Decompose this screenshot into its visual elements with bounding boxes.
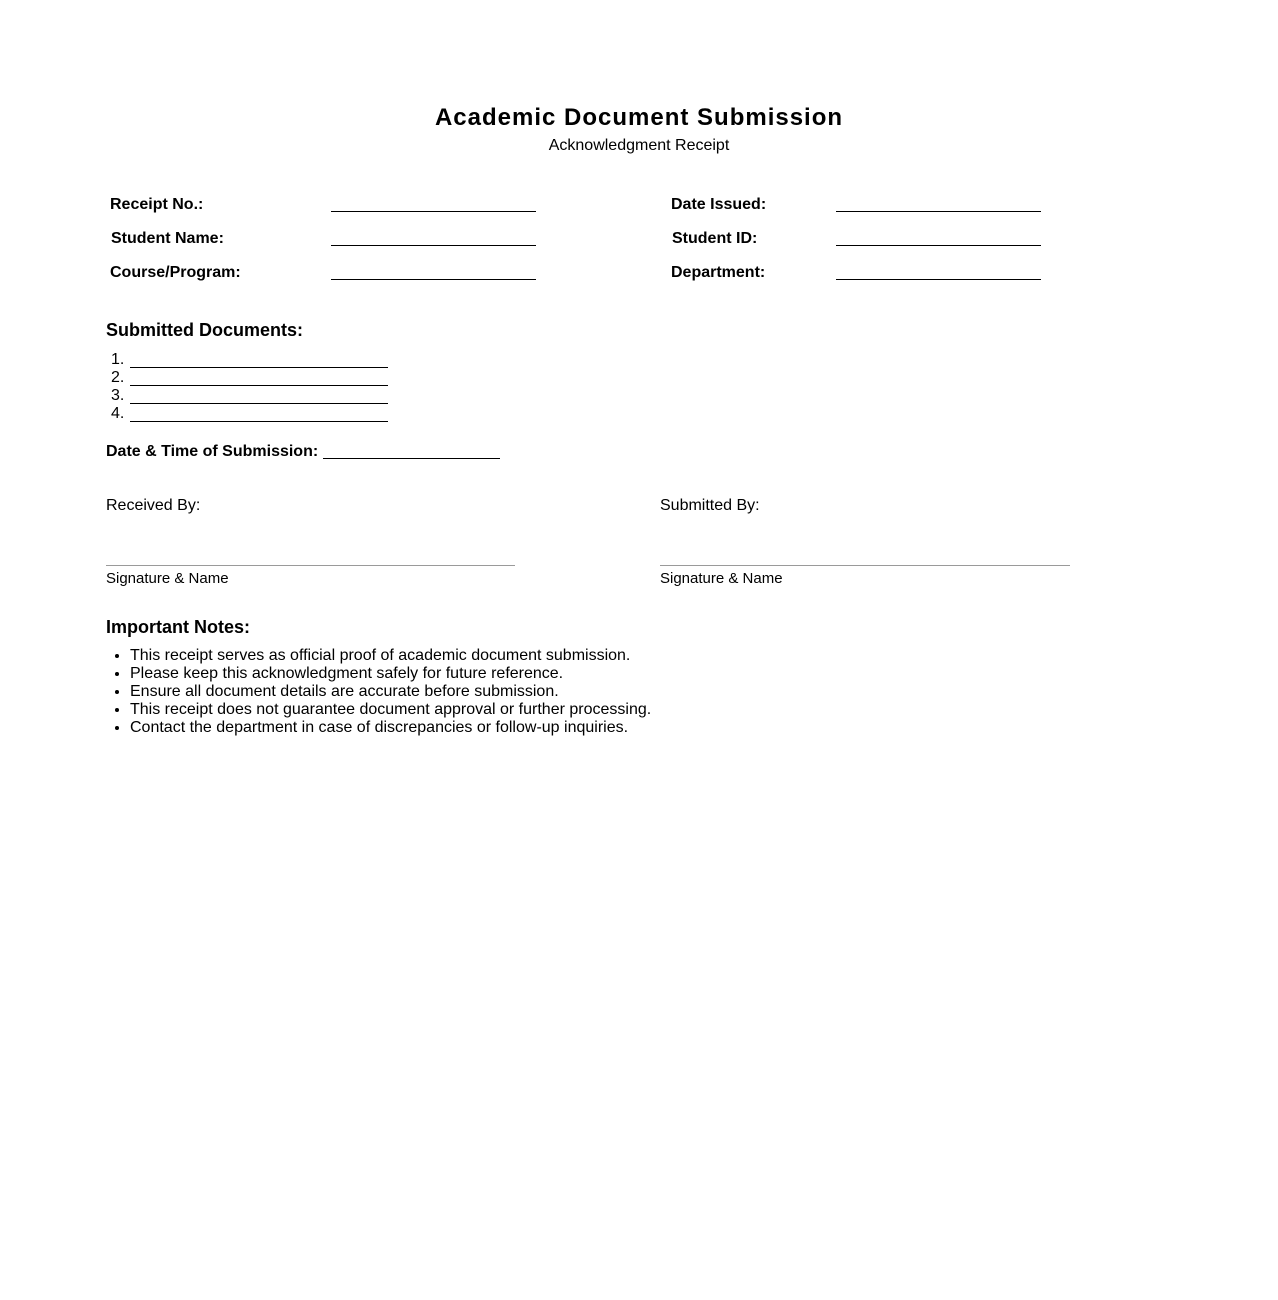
department-label: Department:	[671, 264, 766, 281]
student-name-label: Student Name:	[111, 230, 224, 247]
date-issued-field[interactable]	[836, 211, 1041, 212]
submitted-by-label: Submitted By:	[660, 497, 760, 514]
document-item-blank[interactable]	[130, 367, 388, 368]
document-item	[111, 351, 130, 369]
note-item: • This receipt serves as official proof of academic document submission.	[130, 647, 651, 665]
document-item-blank[interactable]	[130, 421, 388, 422]
note-item: • Contact the department in case of discrepancies or follow-up inquiries.	[130, 719, 651, 737]
received-by-label: Received By:	[106, 497, 201, 514]
document-item	[111, 387, 130, 405]
receipt-no-label: Receipt No.:	[110, 196, 204, 213]
document-item	[111, 405, 130, 423]
important-notes-heading: Important Notes:	[106, 617, 250, 637]
note-item: • Ensure all document details are accurate before submission.	[130, 683, 651, 701]
received-by-signature-caption: Signature & Name	[106, 570, 229, 587]
document-item-number: 2.	[111, 369, 125, 386]
document-item-number: 1.	[111, 351, 125, 368]
page-subtitle: Acknowledgment Receipt	[548, 137, 730, 154]
document-item-blank[interactable]	[130, 385, 388, 386]
submitted-by-signature-caption: Signature & Name	[660, 570, 783, 587]
received-by-signature-line[interactable]	[106, 565, 515, 566]
date-issued-label: Date Issued:	[671, 196, 767, 213]
department-field[interactable]	[836, 279, 1041, 280]
important-notes-list	[106, 647, 651, 737]
document-item-number: 3.	[111, 387, 125, 404]
page-title: Academic Document Submission	[434, 104, 844, 131]
submission-datetime-field[interactable]	[323, 458, 500, 459]
student-name-field[interactable]	[331, 245, 536, 246]
document-item	[111, 369, 130, 387]
note-item: • This receipt does not guarantee document approval or further processing.	[130, 701, 651, 719]
note-item: • Please keep this acknowledgment safely for future reference.	[130, 665, 651, 683]
student-id-label: Student ID:	[672, 230, 758, 247]
course-program-label: Course/Program:	[110, 264, 241, 281]
document-item-number: 4.	[111, 405, 125, 422]
submitted-by-signature-line[interactable]	[660, 565, 1070, 566]
document-item-blank[interactable]	[130, 403, 388, 404]
receipt-no-field[interactable]	[331, 211, 536, 212]
course-program-field[interactable]	[331, 279, 536, 280]
student-id-field[interactable]	[836, 245, 1041, 246]
submission-datetime-label: Date & Time of Submission:	[106, 443, 319, 460]
submitted-documents-heading: Submitted Documents:	[106, 320, 304, 340]
